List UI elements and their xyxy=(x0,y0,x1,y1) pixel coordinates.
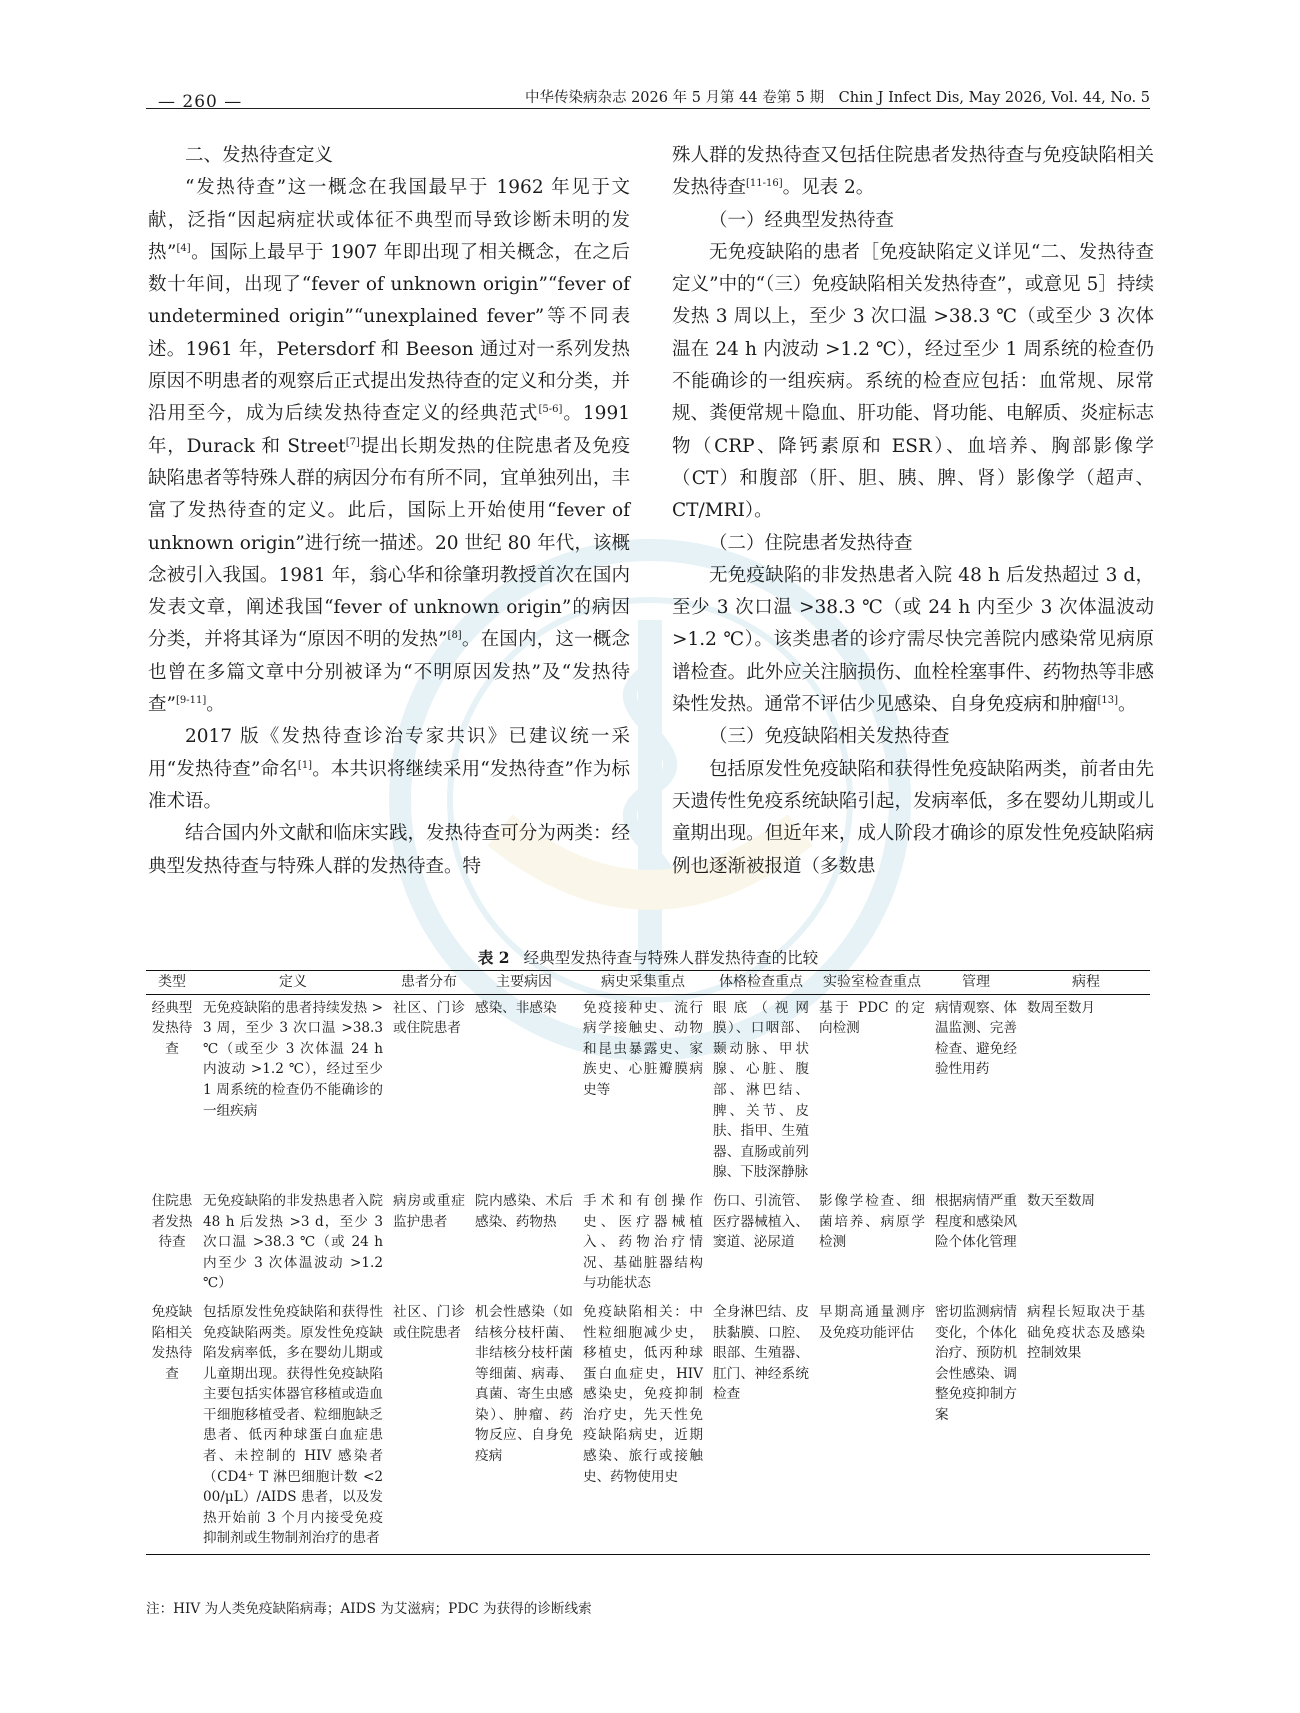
column-header: 主要病因 xyxy=(470,971,578,995)
cell-management: 密切监测病情变化，个体化治疗、预防机会性感染、调整免疫抑制方案 xyxy=(930,1299,1022,1555)
cell-etiology: 机会性感染（如结核分枝杆菌、非结核分枝杆菌等细菌、病毒、真菌、寄生虫感染）、肿瘤、药物反应、自身免疫病 xyxy=(470,1299,578,1555)
cell-distribution: 社区、门诊或住院患者 xyxy=(393,999,465,1037)
table-row xyxy=(146,994,1150,1188)
cell-exam: 眼底（视网膜）、口咽部、颞动脉、甲状腺、心脏、腹部、淋巴结、脾、关节、皮肤、指甲、生殖器、直肠或前列腺、下肢深静脉 xyxy=(713,999,809,1181)
cell-course: 数周至数月 xyxy=(1027,999,1095,1016)
paragraph-classification: 结合国内外文献和临床实践，发热待查可分为两类：经典型发热待查与特殊人群的发热待查。特 xyxy=(148,823,630,877)
cell-distribution: 社区、门诊或住院患者 xyxy=(388,1299,470,1555)
cell-management: 病情观察、体温监测、完善检查、避免经验性用药 xyxy=(935,999,1017,1078)
paragraph-continuation: 殊人群的发热待查又包括住院患者发热待查与免疫缺陷相关发热待查[11-16]。见表 2。 xyxy=(672,145,1154,199)
column-header: 类型 xyxy=(146,971,198,995)
section-title: 二、发热待查定义 xyxy=(185,145,334,166)
citation: [1] xyxy=(297,759,313,771)
citation: [7] xyxy=(345,436,360,448)
column-header: 患者分布 xyxy=(388,971,470,995)
cell-type: 免疫缺陷相关发热待查 xyxy=(146,1299,198,1555)
paragraph-consensus: 2017 版《发热待查诊治专家共识》已建议统一采用“发热待查”命名[1]。本共识将继续采用“发热待查”作为标准术语。 xyxy=(148,726,631,812)
cell-history: 手术和有创操作史、医疗器械植入、药物治疗情况、基础脏器结构与功能状态 xyxy=(583,1192,703,1292)
cell-exam: 全身淋巴结、皮肤黏膜、口腔、眼部、生殖器、肛门、神经系统检查 xyxy=(708,1299,814,1555)
subsection-inpatient: （二）住院患者发热待查 xyxy=(709,532,913,554)
cell-course: 病程长短取决于基础免疫状态及感染控制效果 xyxy=(1022,1299,1150,1555)
cell-definition: 无免疫缺陷的非发热患者入院 48 h 后发热 >3 d，至少 3 次口温 >38.3 ℃（或 24 h 内至少 3 次体温波动 >1.2 ℃） xyxy=(203,1192,383,1292)
left-column xyxy=(148,140,630,883)
column-header: 定义 xyxy=(198,971,388,995)
comparison-table xyxy=(146,970,1150,1555)
column-header: 病史采集重点 xyxy=(578,971,708,995)
citation: [9-11] xyxy=(175,695,207,707)
cell-definition: 包括原发性免疫缺陷和获得性免疫缺陷两类。原发性免疫缺陷发病率低，多在婴幼儿期或儿童期出现。获得性免疫缺陷主要包括实体器官移植或造血干细胞移植受者、粒细胞缺乏患者、低丙种球蛋白血症患者、未控制的 HIV 感染者（CD4⁺ T 淋巴细胞计数 <200/μL）/AIDS 患者，以及发热开始前 3 个月内接受免疫抑制剂或生物制剂治疗的患者 xyxy=(198,1299,388,1555)
table-header-row xyxy=(146,971,1150,995)
citation: [13] xyxy=(1097,695,1119,707)
paragraph-inpatient: 无免疫缺陷的非发热患者入院 48 h 后发热超过 3 d，至少 3 次口温 >38.3 ℃（或 24 h 内至少 3 次体温波动 >1.2 ℃）。该类患者的诊疗需尽快完善院内感染常见病原谱检查。此外应关注脑损伤、血栓栓塞事件、药物热等非感染性发热。通常不评估少见感染、自身免疫病和肿瘤[13]。 xyxy=(672,564,1154,716)
page-number: — 260 — xyxy=(158,92,243,112)
cell-course: 数天至数周 xyxy=(1027,1192,1095,1209)
cell-lab: 基于 PDC 的定向检测 xyxy=(819,999,925,1037)
subsection-immunodeficiency: （三）免疫缺陷相关发热待查 xyxy=(709,726,950,748)
cell-lab: 影像学检查、细菌培养、病原学检测 xyxy=(819,1192,925,1251)
paragraph-immunodeficiency: 包括原发性免疫缺陷和获得性免疫缺陷两类，前者由先天遗传性免疫系统缺陷引起，发病率低，多在婴幼儿期或儿童期出现。但近年来，成人阶段才确诊的原发性免疫缺陷病例也逐渐被报道（多数患 xyxy=(672,758,1154,877)
cell-etiology: 院内感染、术后感染、药物热 xyxy=(475,1192,573,1230)
header-rule xyxy=(146,108,1150,109)
cell-lab: 早期高通量测序及免疫功能评估 xyxy=(814,1299,930,1555)
citation: [5-6] xyxy=(538,404,563,416)
cell-etiology: 感染、非感染 xyxy=(475,999,557,1016)
table-row xyxy=(146,1299,1150,1555)
column-header: 管理 xyxy=(930,971,1022,995)
running-head: 中华传染病杂志 2026 年 5 月第 44 卷第 5 期 Chin J Infect Dis, May 2026, Vol. 44, No. 5 xyxy=(524,90,1150,106)
cell-definition: 无免疫缺陷的患者持续发热 >3 周，至少 3 次口温 >38.3 ℃（或至少 3 次体温 24 h 内波动 >1.2 ℃），经过至少 1 周系统的检查仍不能确诊的一组疾病 xyxy=(203,999,383,1119)
citation: [4] xyxy=(176,242,191,254)
citation: [8] xyxy=(447,630,462,642)
cell-history: 免疫缺陷相关：中性粒细胞减少史，移植史，低丙种球蛋白血症史，HIV 感染史，免疫抑制治疗史，先天性免疫缺陷病史，近期感染、旅行或接触史、药物使用史 xyxy=(578,1299,708,1555)
right-column xyxy=(672,140,1154,883)
subsection-classic: （一）经典型发热待查 xyxy=(709,209,895,231)
paragraph-history: “发热待查”这一概念在我国最早于 1962 年见于文献，泛指“因起病症状或体征不典型而导致诊断未明的发热”[4]。国际上最早于 1907 年即出现了相关概念，在之后数十年间，出现了“fever of unknown origin”“fever of undetermined origin”“unexplained fever”等不同表述。1961 年，Petersdorf 和 Beeson 通过对一系列发热原因不明患者的观察后正式提出发热待查的定义和分类，并沿用至今，成为后续发热待查定义的经典范式[5-6]。1991 年，Durack 和 Street[7]提出长期发热的住院患者及免疫缺陷患者等特殊人群的病因分布有所不同，宜单独列出，丰富了发热待查的定义。此后，国际上开始使用“fever of unknown origin”进行统一描述。20 世纪 80 年代，该概念被引入我国。1981 年，翁心华和徐肇玥教授首次在国内发表文章，阐述我国“fever of unknown origin”的病因分类，并将其译为“原因不明的发热”[8]。在国内，这一概念也曾在多篇文章中分别被译为“不明原因发热”及“发热待查”[9-11]。 xyxy=(148,177,630,716)
table-caption: 表 2 经典型发热待查与特殊人群发热待查的比较 xyxy=(477,948,819,967)
cell-type: 住院患者发热待查 xyxy=(151,1192,193,1251)
cell-exam: 伤口、引流管、医疗器械植入、窦道、泌尿道 xyxy=(713,1192,809,1251)
cell-distribution: 病房或重症监护患者 xyxy=(393,1192,465,1230)
column-header: 病程 xyxy=(1022,971,1150,995)
column-header: 实验室检查重点 xyxy=(814,971,930,995)
cell-management: 根据病情严重程度和感染风险个体化管理 xyxy=(935,1192,1017,1251)
citation: [11-16] xyxy=(746,178,783,190)
cell-history: 免疫接种史、流行病学接触史、动物和昆虫暴露史、家族史、心脏瓣膜病史等 xyxy=(583,999,703,1098)
table-note: 注：HIV 为人类免疫缺陷病毒；AIDS 为艾滋病；PDC 为获得的诊断线索 xyxy=(146,1601,592,1617)
cell-type: 经典型发热待查 xyxy=(151,999,193,1057)
table-row xyxy=(146,1188,1150,1299)
paragraph-classic: 无免疫缺陷的患者［免疫缺陷定义详见“二、发热待查定义”中的“（三）免疫缺陷相关发热待查”，或意见 5］持续发热 3 周以上，至少 3 次口温 >38.3 ℃（或至少 3 次体温在 24 h 内波动 >1.2 ℃），经过至少 1 周系统的检查仍不能确诊的一组疾病。系统的检查应包括：血常规、尿常规、粪便常规＋隐血、肝功能、肾功能、电解质、炎症标志物（CRP、降钙素原和 ESR）、血培养、胸部影像学（CT）和腹部（肝、胆、胰、脾、肾）影像学（超声、CT/MRI）。 xyxy=(672,241,1154,522)
column-header: 体格检查重点 xyxy=(708,971,814,995)
